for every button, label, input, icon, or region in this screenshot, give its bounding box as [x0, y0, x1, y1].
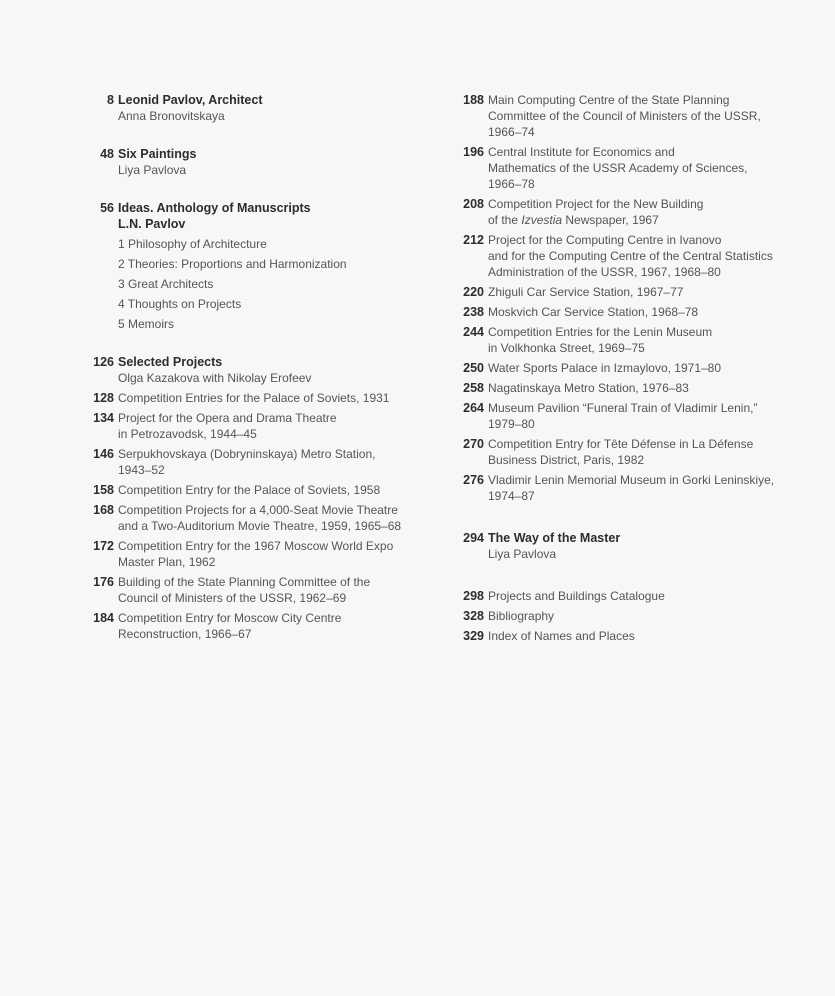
- entry-text: and for the Computing Centre of the Central Statistics: [488, 249, 773, 263]
- toc-entry-project: [86, 502, 426, 534]
- entry-text: Projects and Buildings Catalogue: [488, 589, 665, 603]
- entry-text: Central Institute for Economics and: [488, 145, 675, 159]
- section-title: The Way of the Master: [488, 531, 621, 545]
- toc-entry-project: [86, 390, 426, 406]
- page-number: 176: [93, 575, 114, 589]
- page-number: 220: [463, 285, 484, 299]
- chapter-item: 5 Memoirs: [118, 317, 175, 331]
- entry-text: Project for the Opera and Drama Theatre: [118, 411, 337, 425]
- toc-entry-project: [455, 232, 800, 280]
- section-title: Six Paintings: [118, 147, 197, 161]
- entry-text: Competition Entry for the Palace of Soviets, 1958: [118, 483, 381, 497]
- entry-text: Administration of the USSR, 1967, 1968–80: [488, 265, 721, 279]
- toc-entry-catalogue: [455, 588, 800, 604]
- page-number: 238: [463, 305, 484, 319]
- entry-text: 1943–52: [118, 463, 165, 477]
- toc-entry-project: [455, 380, 800, 396]
- entry-text: in Petrozavodsk, 1944–45: [118, 427, 257, 441]
- entry-text: Master Plan, 1962: [118, 555, 216, 569]
- entry-text: [488, 212, 800, 228]
- page-number: 328: [463, 609, 484, 623]
- toc-entry-project: [455, 324, 800, 356]
- entry-text: Mathematics of the USSR Academy of Sciences,: [488, 161, 748, 175]
- page-number: 8: [107, 93, 114, 107]
- newspaper-title: Izvestia: [521, 213, 563, 227]
- toc-entry-selected-projects: [86, 354, 426, 386]
- page-number: 270: [463, 437, 484, 451]
- toc-entry-project: [455, 144, 800, 192]
- entry-text: Water Sports Palace in Izmaylovo, 1971–80: [488, 361, 722, 375]
- entry-text: and a Two-Auditorium Movie Theatre, 1959, 1965–68: [118, 519, 402, 533]
- entry-text: Competition Entries for the Lenin Museum: [488, 325, 713, 339]
- page-number: 208: [463, 197, 484, 211]
- chapter-item: 4 Thoughts on Projects: [118, 297, 242, 311]
- chapter-item: 1 Philosophy of Architecture: [118, 237, 267, 251]
- toc-entry-leonid-pavlov-architect: [86, 92, 426, 124]
- page-number: 172: [93, 539, 114, 553]
- page-number: 250: [463, 361, 484, 375]
- contents-left-column: [86, 92, 426, 642]
- entry-text: Serpukhovskaya (Dobryninskaya) Metro Station,: [118, 447, 376, 461]
- toc-entry-project: [455, 400, 800, 432]
- toc-entry-project: [86, 482, 426, 498]
- entry-text: 1966–78: [488, 177, 535, 191]
- page-number: 244: [463, 325, 484, 339]
- entry-text: Project for the Computing Centre in Ivanovo: [488, 233, 722, 247]
- page-number: 128: [93, 391, 114, 405]
- contents-right-column: [455, 92, 800, 644]
- page-number: 158: [93, 483, 114, 497]
- entry-text: Competition Entries for the Palace of Soviets, 1931: [118, 391, 390, 405]
- page-number: 126: [93, 355, 114, 369]
- toc-entry-bibliography: [455, 608, 800, 624]
- section-title: Selected Projects: [118, 355, 223, 369]
- entry-text-part: of the: [488, 213, 522, 227]
- entry-text-part: Newspaper, 1967: [562, 213, 659, 227]
- page-number: 184: [93, 611, 114, 625]
- page-number: 276: [463, 473, 484, 487]
- page-number: 329: [463, 629, 484, 643]
- toc-entry-project: [455, 92, 800, 140]
- section-title: Ideas. Anthology of Manuscripts: [118, 201, 311, 215]
- entry-text: Committee of the Council of Ministers of the USSR,: [488, 109, 761, 123]
- toc-entry-project: [86, 410, 426, 442]
- toc-entry-project: [86, 610, 426, 642]
- entry-text: Zhiguli Car Service Station, 1967–77: [488, 285, 684, 299]
- page-number: 188: [463, 93, 484, 107]
- section-author: Olga Kazakova with Nikolay Erofeev: [118, 371, 312, 385]
- section-author: Liya Pavlova: [118, 163, 187, 177]
- toc-entry-project: [86, 538, 426, 570]
- entry-text: 1979–80: [488, 417, 535, 431]
- entry-text: Reconstruction, 1966–67: [118, 627, 252, 641]
- entry-text: Moskvich Car Service Station, 1968–78: [488, 305, 699, 319]
- toc-entry-way-of-the-master: [455, 530, 800, 562]
- toc-entry-project: [455, 472, 800, 504]
- toc-entry-six-paintings: [86, 146, 426, 178]
- toc-entry-project: [455, 436, 800, 468]
- entry-text: in Volkhonka Street, 1969–75: [488, 341, 645, 355]
- page-number: 298: [463, 589, 484, 603]
- section-title: Leonid Pavlov, Architect: [118, 93, 263, 107]
- entry-text: 1966–74: [488, 125, 535, 139]
- entry-text: Business District, Paris, 1982: [488, 453, 645, 467]
- entry-text: Nagatinskaya Metro Station, 1976–83: [488, 381, 689, 395]
- entry-text: Main Computing Centre of the State Planning: [488, 93, 730, 107]
- section-author: L.N. Pavlov: [118, 217, 186, 231]
- page-number: 48: [100, 147, 114, 161]
- section-author: Liya Pavlova: [488, 547, 557, 561]
- page-number: 258: [463, 381, 484, 395]
- entry-text: Competition Entry for the 1967 Moscow World Expo: [118, 539, 394, 553]
- page-number: 212: [463, 233, 484, 247]
- entry-text: Vladimir Lenin Memorial Museum in Gorki Leninskiye,: [488, 473, 775, 487]
- entry-text: Competition Project for the New Building: [488, 197, 704, 211]
- toc-entry-project: [86, 446, 426, 478]
- entry-text: Building of the State Planning Committee of the: [118, 575, 371, 589]
- page-number: 196: [463, 145, 484, 159]
- toc-entry-project: [455, 196, 800, 228]
- toc-entry-project: [455, 304, 800, 320]
- toc-entry-project: [86, 574, 426, 606]
- page-number: 56: [100, 201, 114, 215]
- page-number: 146: [93, 447, 114, 461]
- chapter-item: 2 Theories: Proportions and Harmonization: [118, 257, 347, 271]
- chapter-item: 3 Great Architects: [118, 277, 214, 291]
- entry-text: Index of Names and Places: [488, 629, 635, 643]
- section-author: Anna Bronovitskaya: [118, 109, 225, 123]
- toc-entry-index: [455, 628, 800, 644]
- entry-text: Council of Ministers of the USSR, 1962–69: [118, 591, 347, 605]
- toc-entry-project: [455, 284, 800, 300]
- page-number: 134: [93, 411, 114, 425]
- entry-text: Competition Entry for Moscow City Centre: [118, 611, 342, 625]
- page-number: 264: [463, 401, 484, 415]
- page-number: 294: [463, 531, 484, 545]
- page-number: 168: [93, 503, 114, 517]
- entry-text: Competition Entry for Tête Défense in La Défense: [488, 437, 754, 451]
- entry-text: Bibliography: [488, 609, 555, 623]
- toc-entry-ideas-anthology: [86, 200, 426, 332]
- toc-entry-project: [455, 360, 800, 376]
- entry-text: 1974–87: [488, 489, 535, 503]
- entry-text: Museum Pavilion “Funeral Train of Vladimir Lenin,”: [488, 401, 758, 415]
- entry-text: Competition Projects for a 4,000-Seat Movie Theatre: [118, 503, 398, 517]
